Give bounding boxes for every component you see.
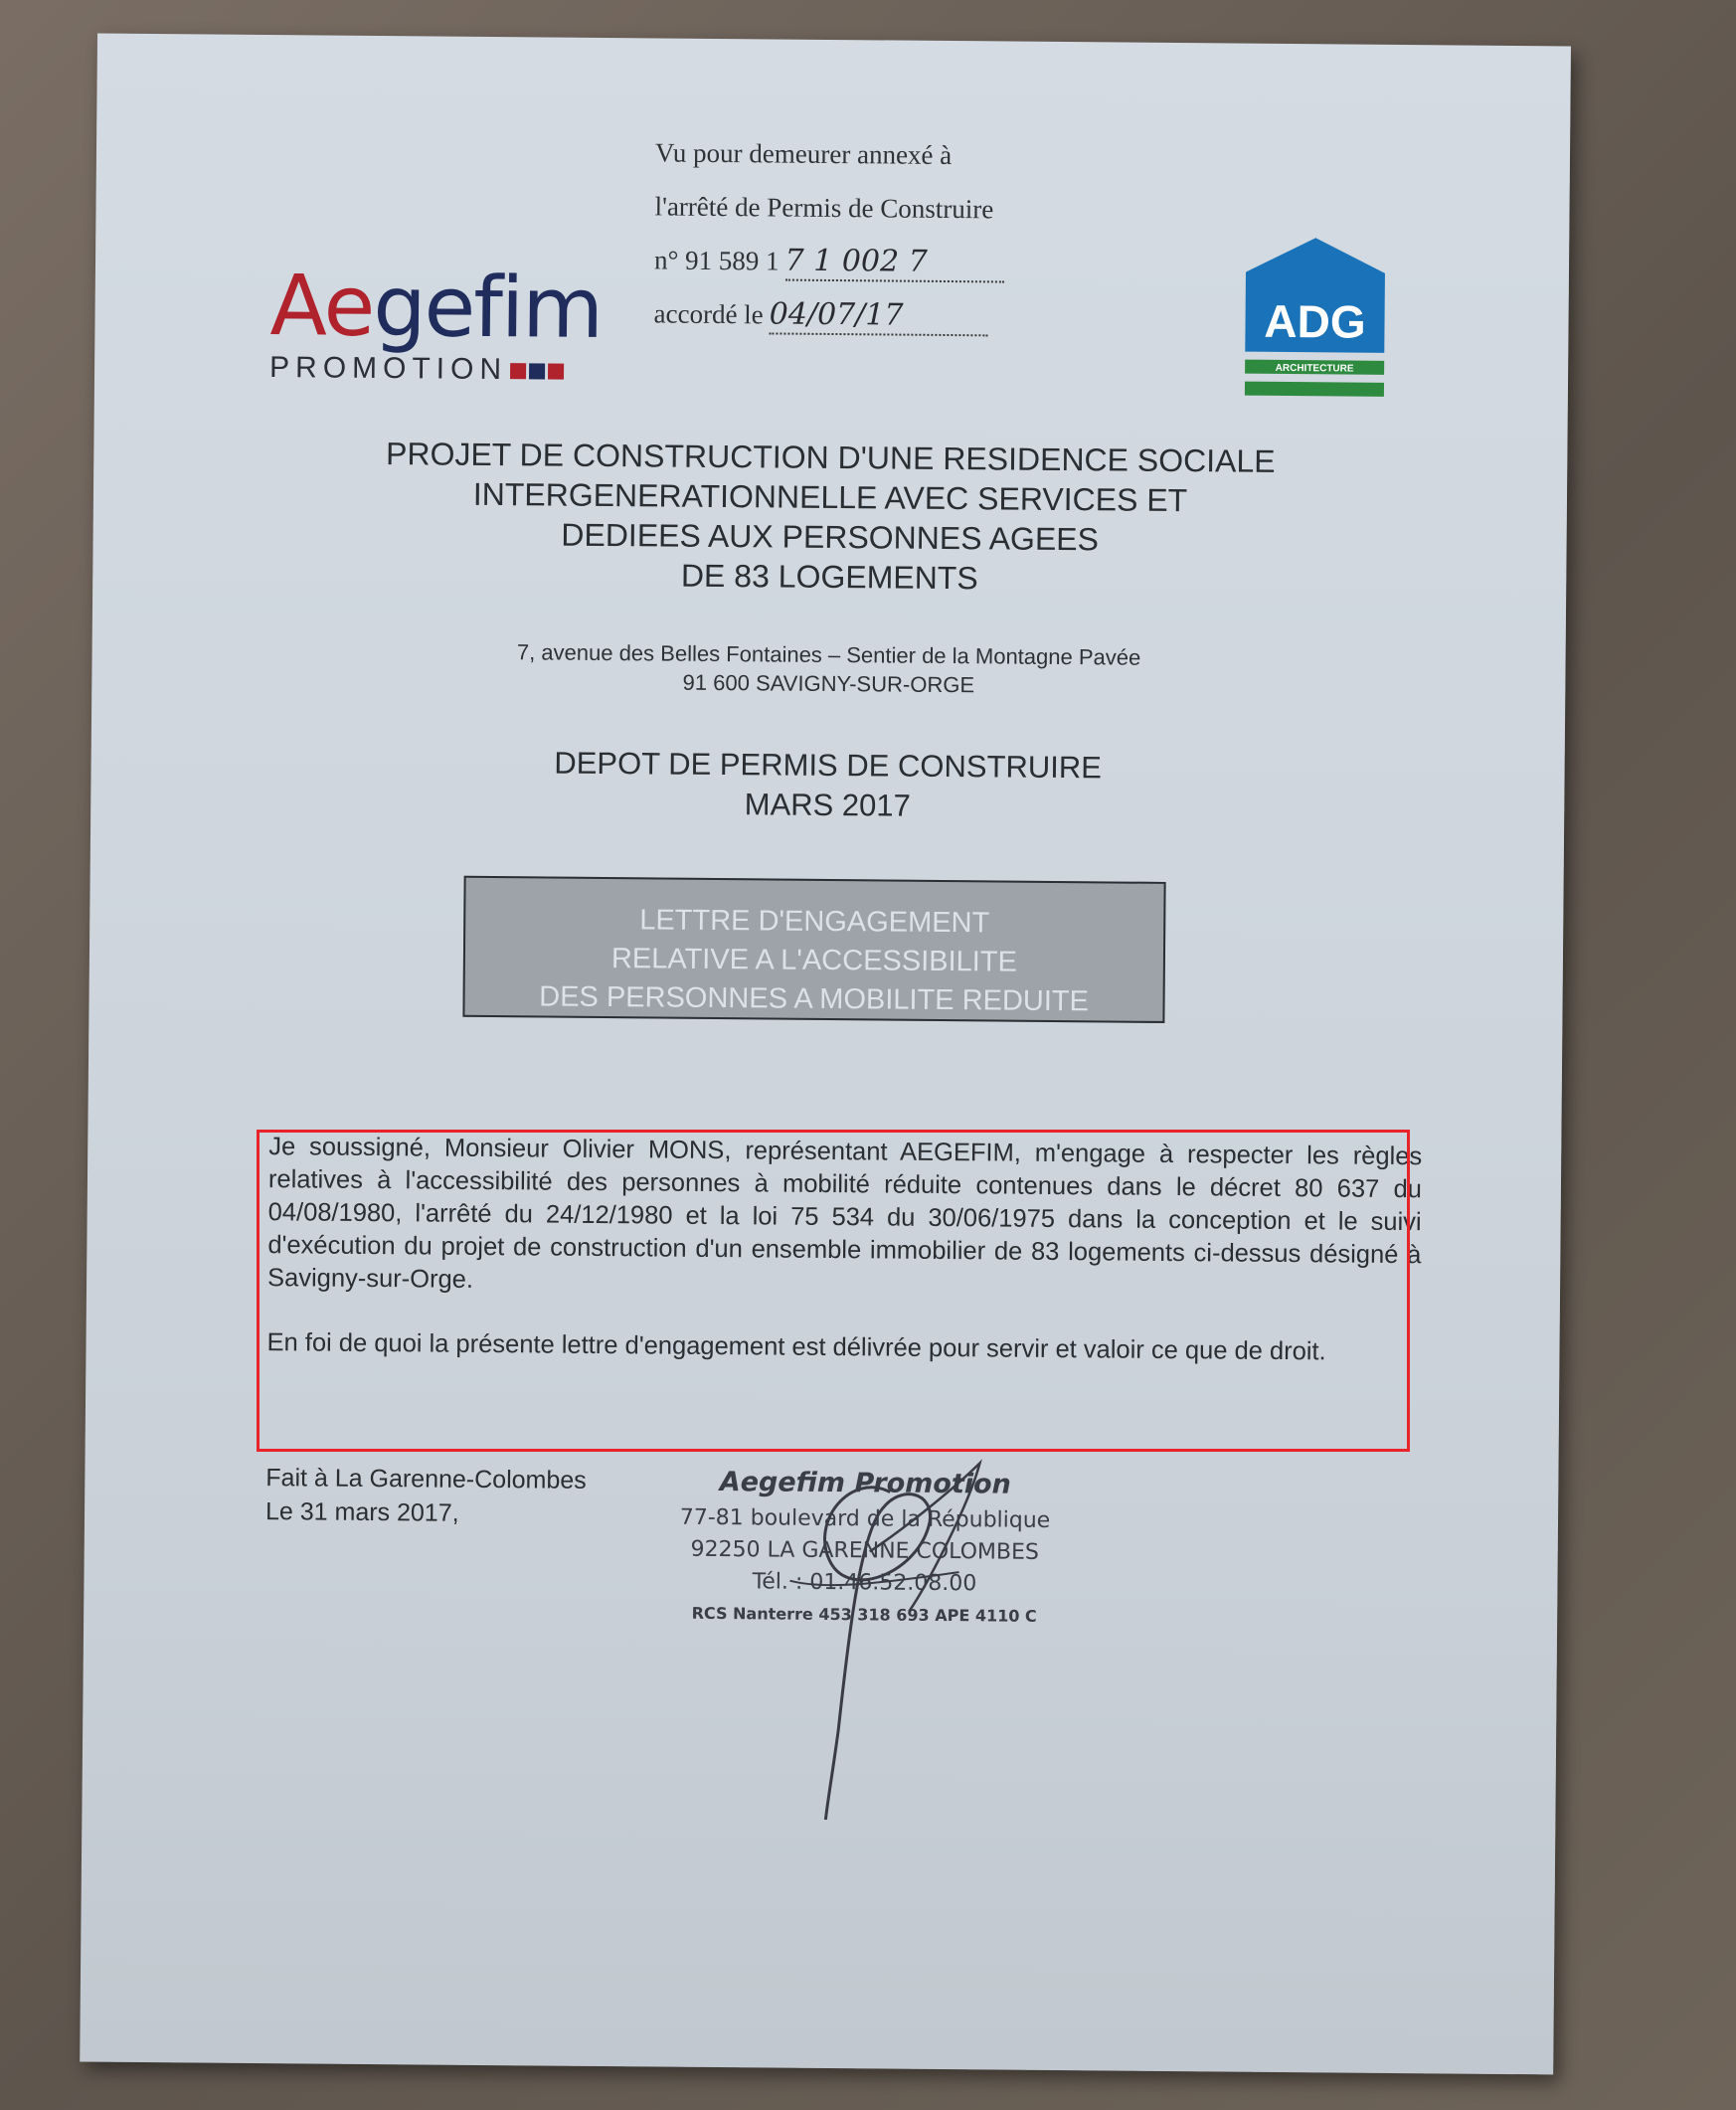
signature-graphic: [728, 1431, 1029, 1832]
adg-logo-graphic: [1240, 233, 1391, 413]
depot-line-2: MARS 2017: [744, 787, 911, 823]
aegefim-wordmark: [269, 256, 628, 358]
engagement-paragraph: Je soussigné, Monsieur Olivier MONS, représentant AEGEFIM, m'engage à respecter les règles relatives à l'accessibilité des personnes à mobilité réduite contenues dans le décret 80 637 du 04/08/1980, l'arrêté du 24/12/1980 et la loi 75 534 du 30/06/1975 dans la conception et le suivi d'exécution du projet de construction d'un ensemble immobilier de 83 logements ci-dessus désigné à Savigny-sur-Orge.: [266, 1133, 1423, 1294]
logo-square-red: [510, 363, 526, 379]
closing-paragraph: En foi de quoi la présente lettre d'engagement est délivrée pour servir et valoir ce que de droit.: [266, 1328, 1326, 1366]
stamp-phone: Tél. : 01.46.52.08.00: [752, 1569, 977, 1597]
annex-permit-number: [654, 233, 1004, 289]
logo-square-red-2: [548, 364, 564, 380]
handwritten-signature: [728, 1431, 1029, 1832]
address-line-1: 7, avenue des Belles Fontaines – Sentier de la Montagne Pavée: [516, 639, 1141, 670]
stamp-city: 92250 LA GARENNE COLOMBES: [690, 1536, 1039, 1565]
annex-date-label: accordé le: [653, 298, 764, 330]
adg-architecture-logo: [1240, 233, 1391, 413]
adg-green-band-2: [1245, 382, 1384, 397]
title-line-1: PROJET DE CONSTRUCTION D'UNE RESIDENCE SOCIALE: [385, 436, 1276, 479]
document-page: [80, 34, 1571, 2075]
handwritten-permit-number: 7 1 002 7: [784, 244, 1003, 283]
date-line: Le 31 mars 2017,: [264, 1497, 459, 1527]
stamp-company-name: Aegefim Promotion: [719, 1467, 1011, 1500]
title-line-3: DEDIEES AUX PERSONNES AGEES: [561, 516, 1100, 558]
logo-promotion-text: PROMOTION: [268, 351, 508, 387]
logo-ae: Ae: [269, 257, 374, 355]
annex-stamp: [653, 125, 1004, 343]
project-address: [91, 634, 1565, 705]
engagement-body: [266, 1131, 1422, 1401]
title-line-2: INTERGENERATIONNELLE AVEC SERVICES ET: [472, 475, 1188, 519]
aegefim-logo: [269, 256, 629, 438]
place-and-date: [265, 1461, 587, 1531]
adg-letters: ADG: [1264, 294, 1366, 348]
depot-line-1: DEPOT DE PERMIS DE CONSTRUIRE: [554, 745, 1103, 786]
annex-line-1: Vu pour demeurer annexé à: [654, 137, 953, 171]
box-line-2: RELATIVE A L'ACCESSIBILITE: [610, 943, 1018, 978]
box-line-1: LETTRE D'ENGAGEMENT: [639, 904, 990, 940]
logo-gefim: gefim: [372, 257, 603, 357]
stamp-rcs: RCS Nanterre 453 318 693 APE 4110 C: [691, 1603, 1037, 1626]
permit-deposit-heading: [90, 740, 1565, 832]
address-line-2: 91 600 SAVIGNY-SUR-ORGE: [682, 669, 975, 698]
letter-title-box: [462, 876, 1165, 1023]
adg-band-text: ARCHITECTURE: [1275, 362, 1354, 375]
logo-square-navy: [529, 363, 545, 379]
annex-line-2: l'arrêté de Permis de Construire: [654, 191, 994, 225]
project-title: [92, 432, 1567, 604]
stamp-street: 77-81 boulevard de la République: [679, 1504, 1051, 1533]
title-line-4: DE 83 LOGEMENTS: [680, 557, 978, 597]
annex-granted-date: [653, 286, 1003, 343]
box-line-3: DES PERSONNES A MOBILITE REDUITE: [539, 980, 1090, 1018]
place-line: Fait à La Garenne-Colombes: [265, 1464, 587, 1495]
annex-number-label: n° 91 589 1: [653, 245, 780, 276]
handwritten-date: 04/07/17: [770, 296, 988, 336]
signature-stroke-1: [822, 1487, 931, 1820]
